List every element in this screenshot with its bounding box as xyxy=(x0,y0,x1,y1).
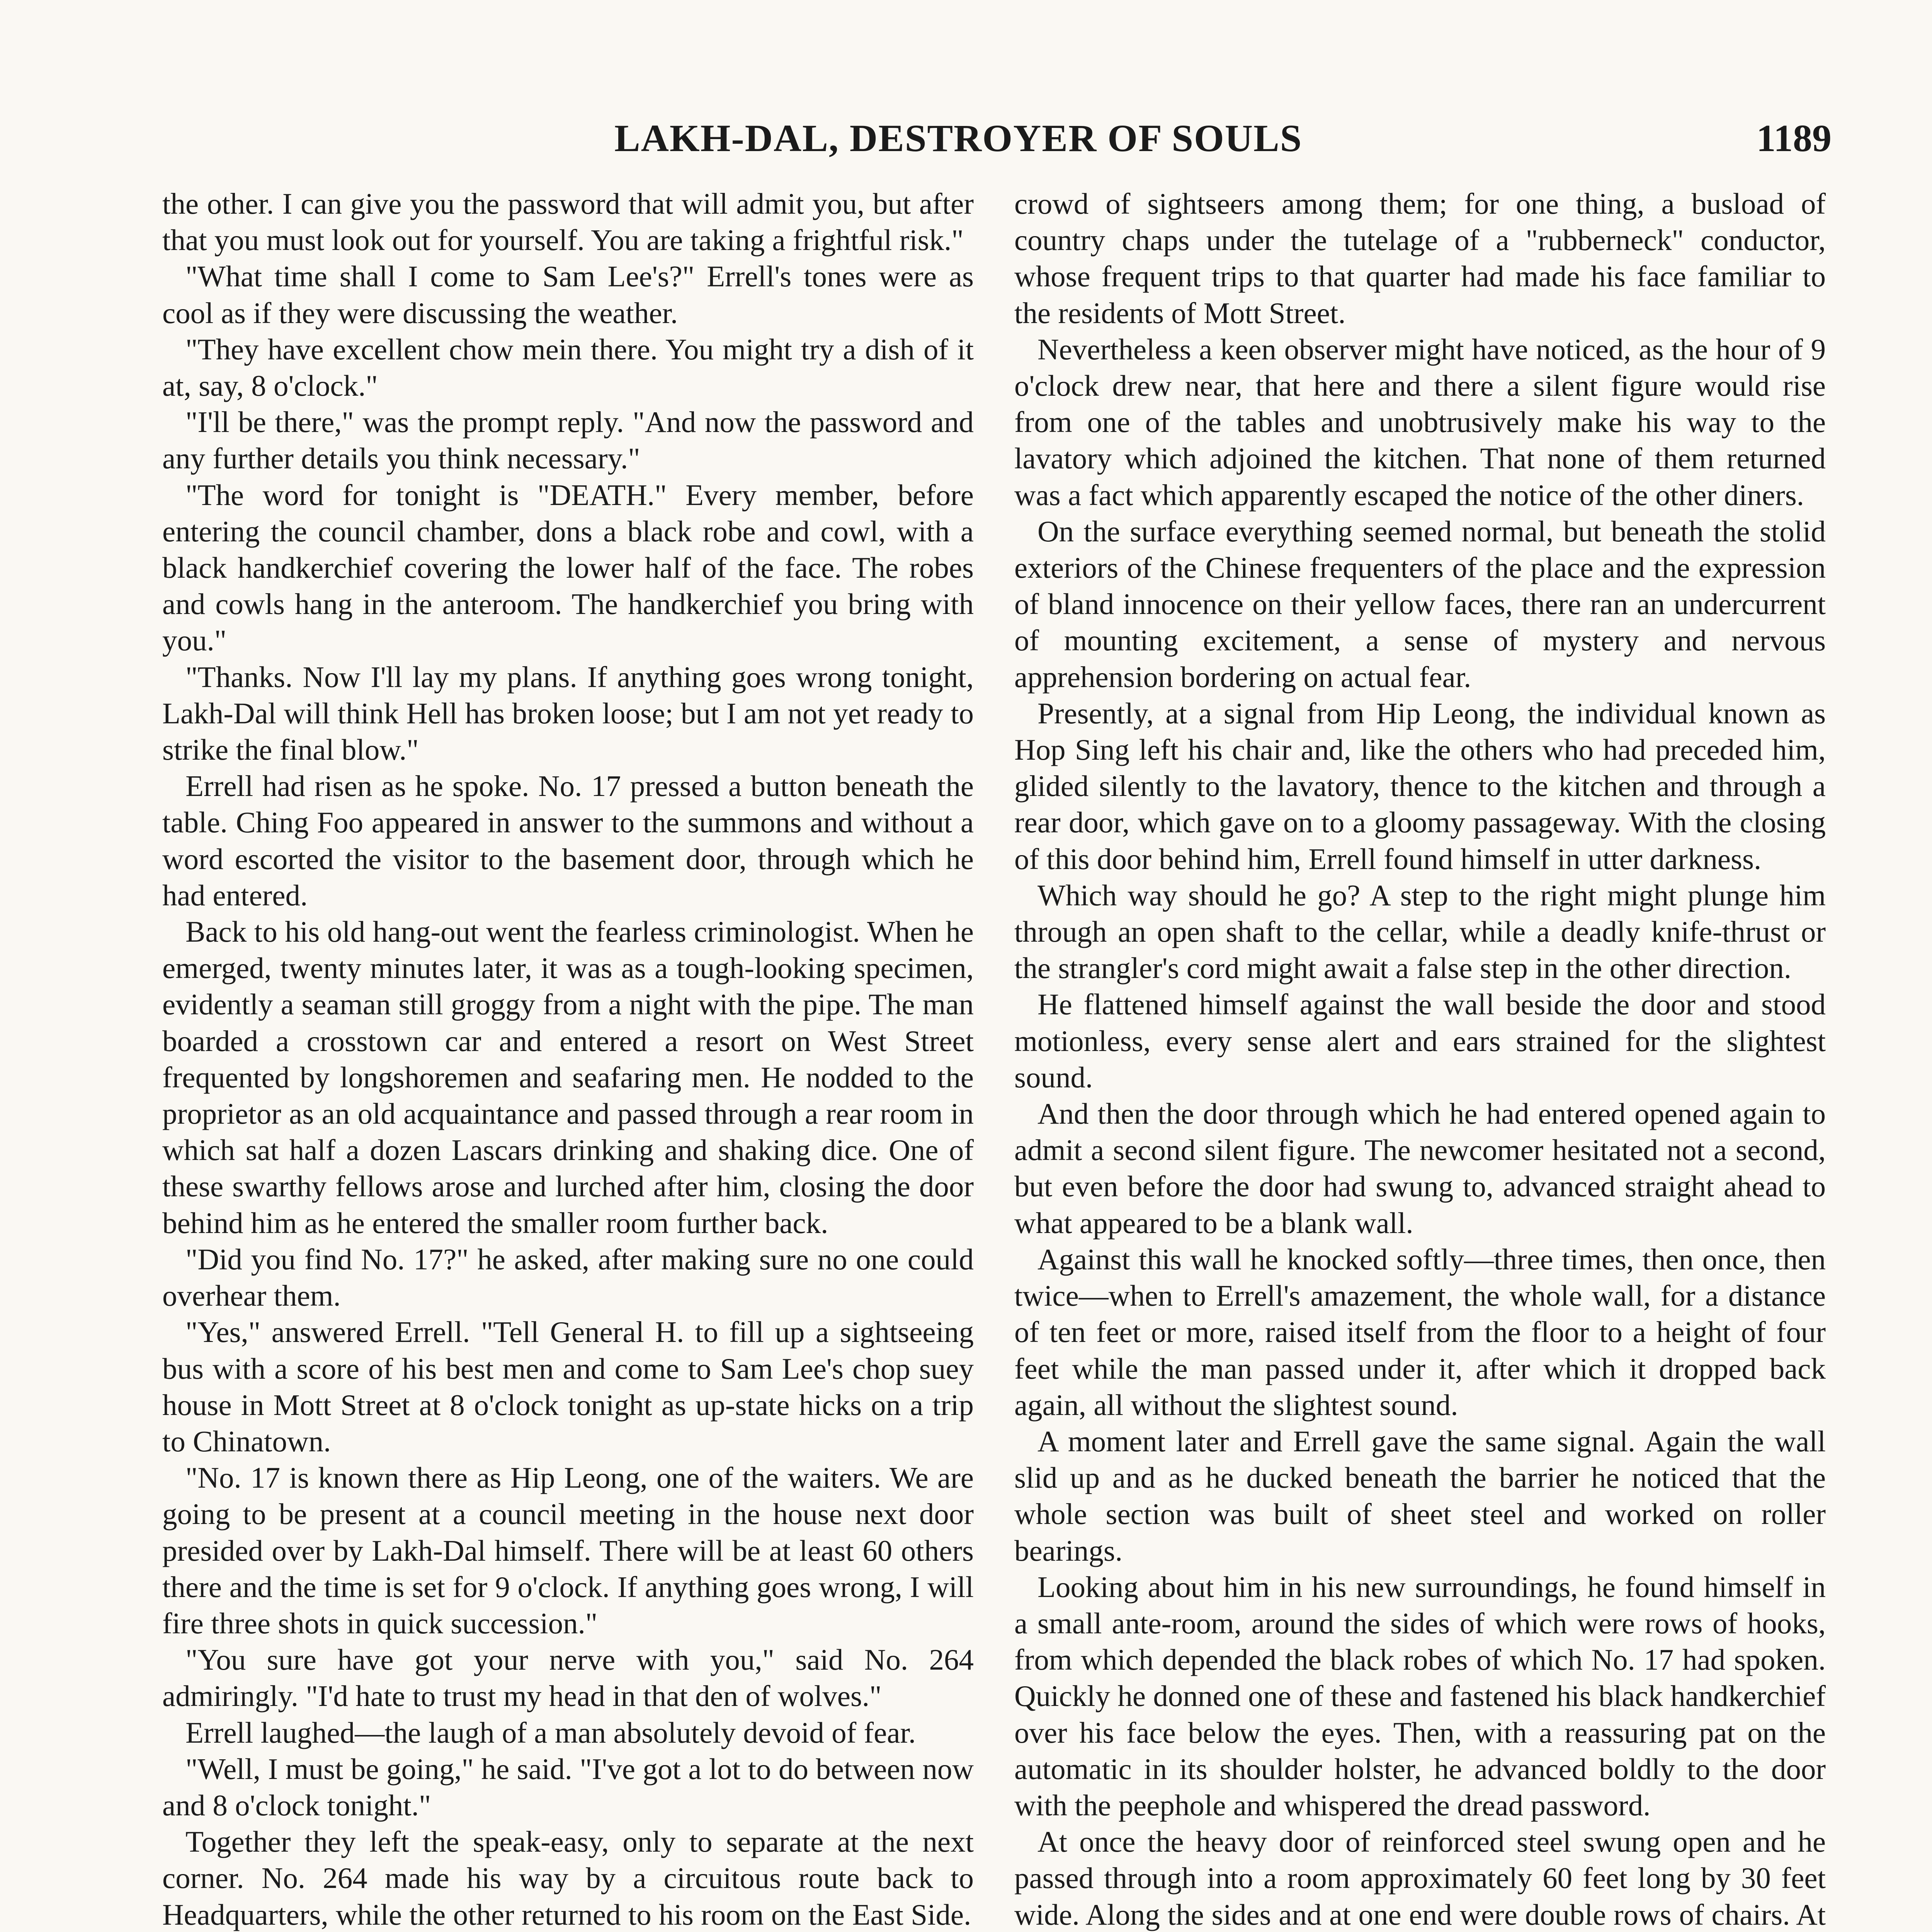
paragraph: the other. I can give you the password that will admit you, but after that you must look out for yourself. You are taking a frightful risk." xyxy=(162,187,974,257)
paragraph: Errell had risen as he spoke. No. 17 pressed a button beneath the table. Ching Foo appeared in answer to the summons and without a word escorted the visitor to the basement door, through which he had entered. xyxy=(162,769,974,912)
paragraph: Together they left the speak-easy, only to separate at the next corner. No. 264 made his way by a circuitous route back to Headquarters, while the other returned to his room on the East Side. xyxy=(162,1825,974,1931)
paragraph: Presently, at a signal from Hip Leong, the individual known as Hop Sing left his chair and, like the others who had preceded him, glided silently to the lavatory, thence to the kitchen and through a rear door, which gave on to a gloomy passageway. With the closing of this door behind him, Errell found himself in utter darkness. xyxy=(1014,696,1826,876)
paragraph: "Yes," answered Errell. "Tell General H. to fill up a sightseeing bus with a score of his best men and come to Sam Lee's chop suey house in Mott Street at 8 o'clock tonight as up-state hicks on a trip to Chinatown. xyxy=(162,1315,974,1458)
paragraph: He flattened himself against the wall beside the door and stood motionless, every sense alert and ears strained for the slightest sound. xyxy=(1014,988,1826,1094)
left-column xyxy=(162,185,974,1932)
page-number: 1189 xyxy=(1756,117,1832,160)
paragraph: Against this wall he knocked softly—three times, then once, then twice—when to Errell's amazement, the whole wall, for a distance of ten feet or more, raised itself from the floor to a height of four feet while the man passed under it, after which it dropped back again, all without the slightest sound. xyxy=(1014,1242,1826,1422)
paragraph: "What time shall I come to Sam Lee's?" Errell's tones were as cool as if they were discussing the weather. xyxy=(162,260,974,330)
paragraph: Nevertheless a keen observer might have noticed, as the hour of 9 o'clock drew near, that here and there a silent figure would rise from one of the tables and unobtrusively make his way to the lavatory which adjoined the kitchen. That none of them returned was a fact which apparently escaped the notice of the other diners. xyxy=(1014,332,1826,512)
paragraph: Back to his old hang-out went the fearless criminologist. When he emerged, twenty minutes later, it was as a tough-looking specimen, evidently a seaman still groggy from a night with the pipe. The man boarded a crosstown car and entered a resort on West Street frequented by longshoremen and seafaring men. He nodded to the proprietor as an old acquaintance and passed through a rear room in which sat half a dozen Lascars drinking and shaking dice. One of these swarthy fellows arose and lurched after him, closing the door behind him as he entered the smaller room further back. xyxy=(162,915,974,1240)
paragraph: "I'll be there," was the prompt reply. "And now the password and any further details you think necessary." xyxy=(162,405,974,475)
paragraph: And then the door through which he had entered opened again to admit a second silent figure. The newcomer hesitated not a second, but even before the door had swung to, advanced straight ahead to what appeared to be a blank wall. xyxy=(1014,1097,1826,1240)
paragraph: crowd of sightseers among them; for one thing, a busload of country chaps under the tutelage of a "rubberneck" conductor, whose frequent trips to that quarter had made his face familiar to the residents of Mott Street. xyxy=(1014,187,1826,330)
paragraph: A moment later and Errell gave the same signal. Again the wall slid up and as he ducked beneath the barrier he noticed that the whole section was built of sheet steel and worked on roller bearings. xyxy=(1014,1424,1826,1567)
paragraph: "The word for tonight is "DEATH." Every member, before entering the council chamber, dons a black robe and cowl, with a black handkerchief covering the lower half of the face. The robes and cowls hang in the anteroom. The handkerchief you bring with you." xyxy=(162,478,974,657)
page-header xyxy=(614,116,1832,174)
paragraph: "Did you find No. 17?" he asked, after making sure no one could overhear them. xyxy=(162,1242,974,1313)
paragraph: "No. 17 is known there as Hip Leong, one of the waiters. We are going to be present at a council meeting in the house next door presided over by Lakh-Dal himself. There will be at least 60 others there and the time is set for 9 o'clock. If anything goes wrong, I will fire three shots in quick succession." xyxy=(162,1461,974,1640)
paragraph: Errell laughed—the laugh of a man absolutely devoid of fear. xyxy=(185,1716,916,1749)
paragraph: "They have excellent chow mein there. You might try a dish of it at, say, 8 o'clock." xyxy=(162,332,974,403)
paragraph: Looking about him in his new surroundings, he found himself in a small ante-room, around the sides of which were rows of hooks, from which depended the black robes of which No. 17 had spoken. Quickly he donned one of these and fastened his black handkerchief over his face below the eyes. Then, with a reassuring pat on the automatic in its shoulder holster, he advanced boldly to the door with the peephole and whispered the dread password. xyxy=(1014,1570,1826,1822)
paragraph: "Well, I must be going," he said. "I've got a lot to do between now and 8 o'clock tonight." xyxy=(162,1752,974,1822)
running-title: LAKH-DAL, DESTROYER OF SOULS xyxy=(614,117,1303,160)
paragraph: Which way should he go? A step to the right might plunge him through an open shaft to the cellar, while a deadly knife-thrust or the strangler's cord might await a false step in the other direction. xyxy=(1014,878,1826,985)
paragraph: "You sure have got your nerve with you," said No. 264 admiringly. "I'd hate to trust my head in that den of wolves." xyxy=(162,1643,974,1713)
paragraph: At once the heavy door of reinforced steel swung open and he passed through into a room approximately 60 feet long by 30 feet wide. Along the sides and at one end were double rows of chairs. At xyxy=(1014,1825,1826,1931)
paragraph: On the surface everything seemed normal, but beneath the stolid exteriors of the Chinese frequenters of the place and the expression of bland innocence on their yellow faces, there ran an undercurrent of mounting excitement, a sense of mystery and nervous apprehension bordering on actual fear. xyxy=(1014,514,1826,694)
right-column xyxy=(1014,185,1826,1932)
paragraph: "Thanks. Now I'll lay my plans. If anything goes wrong tonight, Lakh-Dal will think Hell has broken loose; but I am not yet ready to strike the final blow." xyxy=(162,660,974,767)
